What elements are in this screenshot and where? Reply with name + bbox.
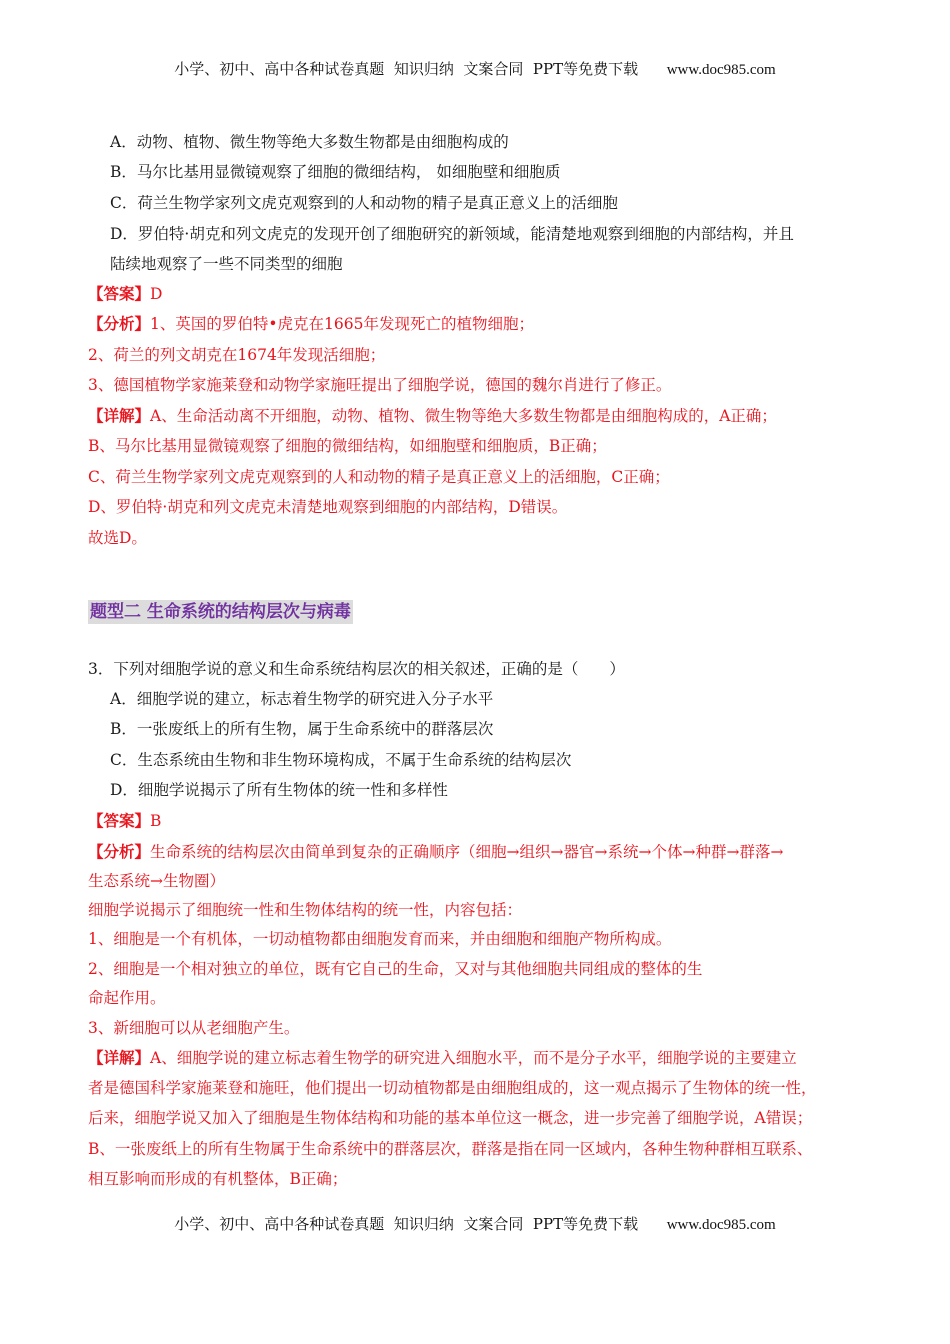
detail-line: B、马尔比基用显微镜观察了细胞的微细结构，如细胞壁和细胞质，B正确； — [88, 437, 607, 455]
answer-value: B — [150, 812, 162, 830]
q3-stem: 3．下列对细胞学说的意义和生命系统结构层次的相关叙述，正确的是（ ） — [88, 660, 625, 678]
q3-option-b: B．一张废纸上的所有生物，属于生命系统中的群落层次 — [110, 720, 494, 738]
analysis-line: 命起作用。 — [88, 989, 166, 1007]
q3-option-a: A．细胞学说的建立，标志着生物学的研究进入分子水平 — [110, 690, 494, 708]
detail-line: 后来，细胞学说又加入了细胞是生物体结构和功能的基本单位这一概念，进一步完善了细胞学说，A错误； — [88, 1109, 813, 1127]
detail-line: A、生命活动离不开细胞，动物、植物、微生物等绝大多数生物都是由细胞构成的，A正确； — [150, 407, 777, 425]
page-footer — [0, 1213, 950, 1234]
header-url: www.doc985.com — [666, 62, 776, 78]
analysis-line: 2、荷兰的列文胡克在1674年发现活细胞； — [88, 346, 386, 364]
q2-option-b: B．马尔比基用显微镜观察了细胞的微细结构， 如细胞壁和细胞质 — [110, 163, 561, 181]
q2-detail — [88, 405, 777, 427]
analysis-line: 3、德国植物学家施莱登和动物学家施旺提出了细胞学说，德国的魏尔肖进行了修正。 — [88, 376, 672, 394]
detail-line: 故选D。 — [88, 529, 147, 547]
q2-analysis — [88, 313, 534, 335]
detail-tag: 【详解】 — [88, 1048, 151, 1067]
footer-text: 小学、初中、高中各种试卷真题 知识归纳 文案合同 PPT等免费下载 — [174, 1215, 639, 1233]
answer-value: D — [150, 285, 163, 303]
analysis-line: 3、新细胞可以从老细胞产生。 — [88, 1019, 300, 1037]
q2-option-c: C．荷兰生物学家列文虎克观察到的人和动物的精子是真正意义上的活细胞 — [110, 194, 618, 212]
q2-answer — [88, 283, 162, 305]
section-title: 题型二 生命系统的结构层次与病毒 — [90, 602, 351, 622]
analysis-line: 生命系统的结构层次由简单到复杂的正确顺序（细胞→组织→器官→系统→个体→种群→群落→ — [150, 843, 784, 861]
analysis-tag: 【分析】 — [88, 314, 151, 333]
analysis-line: 细胞学说揭示了细胞统一性和生物体结构的统一性，内容包括： — [88, 901, 523, 919]
detail-line: 者是德国科学家施莱登和施旺，他们提出一切动植物都是由细胞组成的，这一观点揭示了生物体的统一性， — [88, 1079, 817, 1097]
analysis-line: 2、细胞是一个相对独立的单位，既有它自己的生命，又对与其他细胞共同组成的整体的生 — [88, 960, 703, 978]
detail-line: C、荷兰生物学家列文虎克观察到的人和动物的精子是真正意义上的活细胞，C正确； — [88, 468, 670, 486]
q2-option-a: A．动物、植物、微生物等绝大多数生物都是由细胞构成的 — [110, 133, 509, 151]
q3-option-d: D．细胞学说揭示了所有生物体的统一性和多样性 — [110, 781, 448, 799]
analysis-line: 生态系统→生物圈） — [88, 872, 225, 890]
detail-line: B、一张废纸上的所有生物属于生命系统中的群落层次，群落是指在同一区域内，各种生物种群相互联系、 — [88, 1140, 813, 1158]
detail-line: D、罗伯特·胡克和列文虎克未清楚地观察到细胞的内部结构，D错误。 — [88, 498, 568, 516]
q3-answer — [88, 810, 161, 832]
header-text: 小学、初中、高中各种试卷真题 知识归纳 文案合同 PPT等免费下载 — [174, 60, 639, 78]
q3-analysis — [88, 841, 783, 863]
detail-tag: 【详解】 — [88, 406, 151, 425]
analysis-tag: 【分析】 — [88, 842, 151, 861]
answer-tag: 【答案】 — [88, 811, 151, 830]
analysis-line: 1、英国的罗伯特•虎克在1665年发现死亡的植物细胞； — [150, 315, 534, 333]
q2-option-d-cont: 陆续地观察了一些不同类型的细胞 — [110, 255, 343, 273]
detail-line: 相互影响而形成的有机整体，B正确； — [88, 1170, 348, 1188]
analysis-line: 1、细胞是一个有机体，一切动植物都由细胞发育而来，并由细胞和细胞产物所构成。 — [88, 930, 672, 948]
q3-detail — [88, 1047, 797, 1069]
page-header — [0, 58, 950, 79]
detail-line: A、细胞学说的建立标志着生物学的研究进入细胞水平，而不是分子水平，细胞学说的主要建立 — [150, 1049, 797, 1067]
q2-option-d: D．罗伯特·胡克和列文虎克的发现开创了细胞研究的新领域，能清楚地观察到细胞的内部结构，并且 — [110, 225, 794, 243]
answer-tag: 【答案】 — [88, 284, 151, 303]
q3-option-c: C．生态系统由生物和非生物环境构成，不属于生命系统的结构层次 — [110, 751, 572, 769]
footer-url: www.doc985.com — [666, 1217, 776, 1233]
